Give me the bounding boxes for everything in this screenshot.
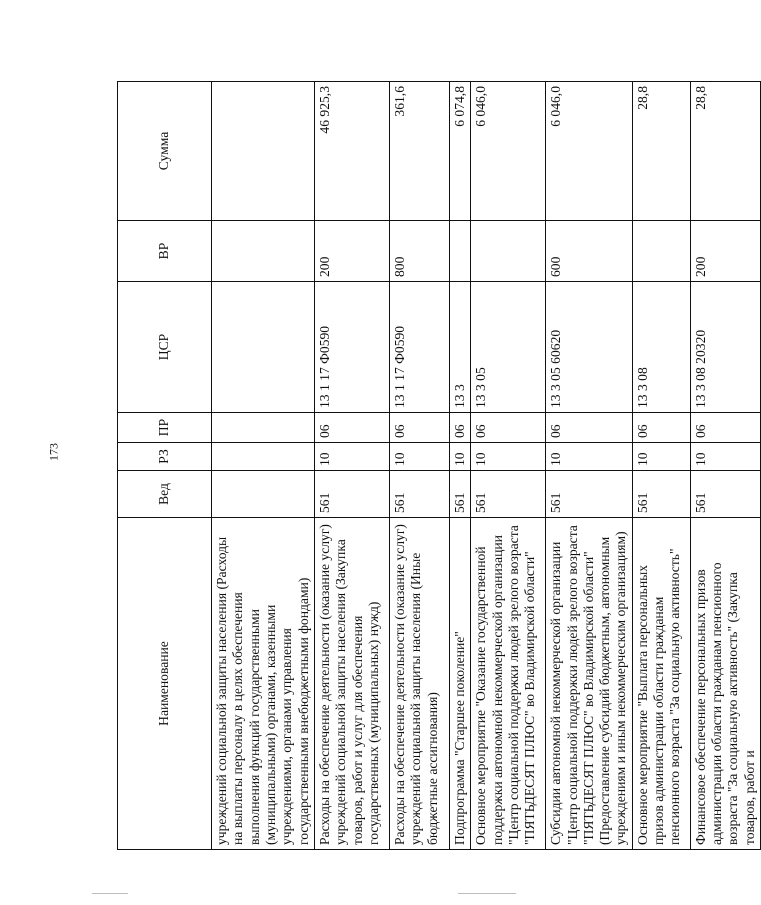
cell-name: Расходы на обеспечение деятельности (оказание услуг) учреждений социальной защиты населения (Иные бюджетные ассигнования) [389,518,449,850]
cell-ved: 561 [632,471,690,518]
cell-rz: 10 [632,443,690,471]
cell-csr: 13 3 08 [632,282,690,413]
cell-pr: 06 [389,413,449,443]
cell-name: Основное мероприятие "Оказание государственной поддержки автономной некоммерческой организации "Центр социальной поддержки людей зрелого возраста "ПЯТЬДЕСЯТ ПЛЮС" во Владимирской области" [471,518,546,850]
cell-ved: 561 [471,471,546,518]
table-row [690,82,760,850]
cell-rz: 10 [314,443,389,471]
cell-vr [471,221,546,282]
cell-name: Субсидии автономной некоммерческой организации "Центр социальной поддержки людей зрелого возраста "ПЯТЬДЕСЯТ ПЛЮС" во Владимирской области" (Предоставление субсидий бюджетным, автономным учреждениям и иным некоммерческим организациям) [546,518,633,850]
cell-pr: 06 [632,413,690,443]
table-row [471,82,546,850]
cell-pr: 06 [471,413,546,443]
cell-vr: 600 [546,221,633,282]
cell-sum: 28,8 [632,82,690,221]
header-vr: ВР [118,221,212,282]
cell-rz: 10 [449,443,470,471]
cell-vr: 800 [389,221,449,282]
cell-rz: 10 [471,443,546,471]
cell-csr: 13 3 05 60620 [546,282,633,413]
cell-ved: 561 [389,471,449,518]
cell-pr: 06 [449,413,470,443]
cell-vr [449,221,470,282]
cell-sum: 28,8 [690,82,760,221]
cell-ved: 561 [449,471,470,518]
cell-csr: 13 1 17 Ф0590 [389,282,449,413]
cell-rz: 10 [389,443,449,471]
cell-pr: 06 [314,413,389,443]
page-number: 173 [46,443,61,461]
cell-sum [212,82,315,221]
cell-ved: 561 [314,471,389,518]
table-row [389,82,449,850]
table-header-row [118,82,212,850]
cell-csr: 13 3 [449,282,470,413]
scan-edge-mark-left [92,893,128,894]
cell-ved [212,471,315,518]
header-ved: Вед [118,471,212,518]
cell-sum: 6 074,8 [449,82,470,221]
header-sum: Сумма [118,82,212,221]
cell-pr: 06 [546,413,633,443]
header-pr: ПР [118,413,212,443]
cell-name: Финансовое обеспечение персональных призов администрации области гражданам пенсионного возраста "За социальную активность" (Закупка товаров, работ и [690,518,760,850]
cell-ved: 561 [546,471,633,518]
cell-rz: 10 [690,443,760,471]
table-row [632,82,690,850]
cell-name: Основное мероприятие "Выплата персональных призов администрации области гражданам пенсионного возраста "За социальную активность" [632,518,690,850]
cell-sum: 6 046,0 [546,82,633,221]
cell-sum: 46 925,3 [314,82,389,221]
cell-vr: 200 [314,221,389,282]
cell-vr [632,221,690,282]
cell-name: Расходы на обеспечение деятельности (оказание услуг) учреждений социальной защиты населения (Закупка товаров, работ и услуг для обеспечения государственных (муниципальных) нужд) [314,518,389,850]
cell-csr: 13 1 17 Ф0590 [314,282,389,413]
table-row [212,82,315,850]
cell-sum: 361,6 [389,82,449,221]
cell-csr: 13 3 05 [471,282,546,413]
header-csr: ЦСР [118,282,212,413]
scan-edge-mark-right [458,893,516,894]
cell-ved: 561 [690,471,760,518]
header-name: Наименование [118,518,212,850]
cell-vr [212,221,315,282]
cell-csr [212,282,315,413]
cell-pr [212,413,315,443]
cell-rz [212,443,315,471]
table-row [449,82,470,850]
cell-name: Подпрограмма "Старшее поколение" [449,518,470,850]
budget-table [117,81,761,850]
rotated-page-content [117,82,757,850]
cell-pr: 06 [690,413,760,443]
cell-sum: 6 046,0 [471,82,546,221]
cell-name: учреждений социальной защиты населения (Расходы на выплаты персоналу в целях обеспечения выполнения функций государственными (муниципальными) органами, казенными учреждениями, органами управления государственными внебюджетными фондами) [212,518,315,850]
table-row [546,82,633,850]
table-row [314,82,389,850]
cell-rz: 10 [546,443,633,471]
cell-vr: 200 [690,221,760,282]
cell-csr: 13 3 08 20320 [690,282,760,413]
header-rz: РЗ [118,443,212,471]
